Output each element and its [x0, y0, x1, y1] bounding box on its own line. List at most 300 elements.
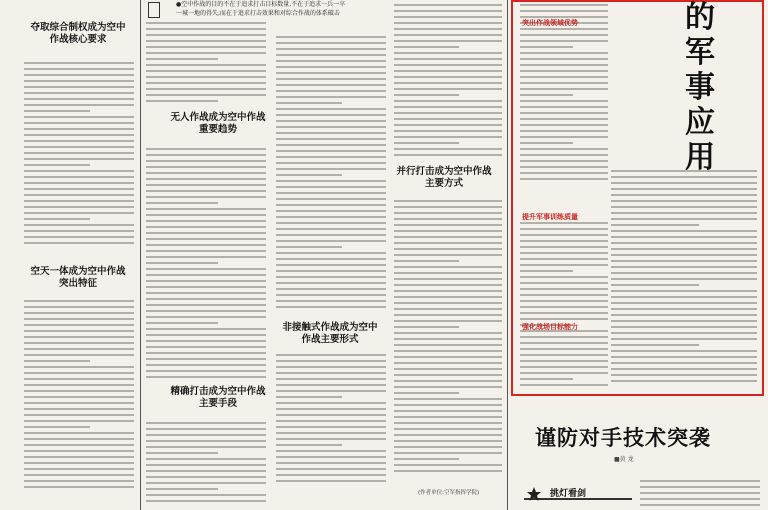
text-line	[276, 372, 386, 374]
text-line	[394, 242, 502, 244]
text-line	[146, 238, 266, 240]
text-line	[276, 156, 386, 158]
text-line	[276, 144, 386, 146]
text-line	[394, 374, 502, 376]
text-line	[146, 500, 266, 502]
text-line	[276, 408, 386, 410]
text-line	[146, 428, 266, 430]
text-line	[276, 432, 386, 434]
byline: ■黄 龙	[614, 456, 634, 463]
text-line	[276, 294, 386, 296]
text-line	[276, 78, 386, 80]
text-line	[146, 172, 266, 174]
text-line	[520, 28, 608, 30]
text-line	[24, 116, 134, 118]
text-line	[146, 268, 266, 270]
text-line	[146, 452, 218, 454]
text-line	[146, 328, 266, 330]
text-line	[520, 130, 608, 132]
text-line	[640, 504, 760, 506]
text-line	[394, 290, 502, 292]
text-line	[394, 64, 502, 66]
text-line	[394, 34, 502, 36]
text-line	[24, 396, 134, 398]
big-title: 的军事应用	[685, 0, 715, 175]
text-line	[146, 148, 266, 150]
text-line	[394, 130, 502, 132]
text-line	[24, 140, 134, 142]
text-line	[394, 248, 502, 250]
text-line	[520, 258, 608, 260]
text-line	[520, 94, 573, 96]
text-line	[520, 172, 608, 174]
text-line	[276, 138, 386, 140]
text-line	[276, 270, 386, 272]
text-line	[276, 198, 386, 200]
text-line	[276, 306, 386, 308]
text-line	[394, 148, 502, 150]
text-line	[276, 414, 386, 416]
text-line	[520, 372, 608, 374]
text-line	[394, 22, 502, 24]
text-line	[520, 222, 608, 224]
text-line	[146, 358, 266, 360]
text-line	[146, 440, 266, 442]
text-line	[520, 366, 608, 368]
text-line	[24, 86, 134, 88]
red-subhead-2: 提升军事训练质量	[522, 213, 578, 221]
text-line	[394, 326, 459, 328]
text-line	[276, 120, 386, 122]
text-line	[24, 170, 134, 172]
text-line	[276, 222, 386, 224]
text-line	[520, 82, 608, 84]
text-line	[520, 252, 608, 254]
text-line	[24, 402, 134, 404]
text-line	[394, 106, 502, 108]
text-line	[394, 278, 502, 280]
text-line	[394, 100, 502, 102]
text-line	[394, 206, 502, 208]
text-line	[276, 246, 342, 248]
text-line	[24, 134, 134, 136]
text-line	[24, 384, 134, 386]
text-column-3	[276, 0, 386, 510]
text-line	[146, 274, 266, 276]
text-line	[146, 340, 266, 342]
text-line	[24, 348, 134, 350]
text-line	[520, 106, 608, 108]
text-line	[24, 194, 134, 196]
text-line	[276, 282, 386, 284]
text-line	[520, 348, 608, 350]
text-line	[394, 52, 502, 54]
text-line	[394, 434, 502, 436]
text-line	[276, 390, 386, 392]
text-line	[394, 458, 459, 460]
text-line	[394, 356, 502, 358]
text-line	[276, 354, 386, 356]
text-line	[520, 336, 608, 338]
text-line	[520, 234, 608, 236]
text-line	[276, 36, 386, 38]
text-line	[146, 446, 266, 448]
text-line	[146, 208, 266, 210]
text-line	[24, 354, 134, 356]
text-line	[276, 468, 386, 470]
text-line	[146, 214, 266, 216]
text-line	[394, 136, 502, 138]
text-line	[276, 132, 386, 134]
text-line	[394, 124, 502, 126]
subheading-3: 并行打击成为空中作战主要方式	[396, 166, 492, 189]
text-line	[146, 58, 218, 60]
text-line	[146, 286, 266, 288]
text-line	[24, 432, 134, 434]
text-line	[394, 154, 502, 156]
text-line	[146, 160, 266, 162]
text-line	[146, 488, 218, 490]
text-line	[520, 312, 608, 314]
text-line	[394, 464, 502, 466]
text-line	[276, 402, 386, 404]
text-line	[276, 276, 386, 278]
text-line	[24, 212, 134, 214]
text-line	[24, 300, 134, 302]
text-line	[640, 486, 760, 488]
text-line	[394, 284, 502, 286]
text-line	[520, 112, 608, 114]
text-line	[146, 76, 266, 78]
text-line	[24, 62, 134, 64]
text-line	[276, 180, 386, 182]
text-line	[276, 174, 342, 176]
text-line	[520, 276, 608, 278]
lower-article-title: 谨防对手技术突袭	[535, 425, 711, 450]
red-subhead-1: 突出作战领域优势	[522, 19, 578, 27]
text-line	[394, 76, 502, 78]
text-line	[520, 342, 608, 344]
text-line	[276, 228, 386, 230]
text-line	[146, 22, 266, 24]
lower-text	[640, 0, 760, 510]
text-line	[394, 296, 502, 298]
text-line	[276, 474, 386, 476]
red-subhead-3: 强化战场目标能力	[522, 323, 578, 331]
text-line	[520, 282, 608, 284]
text-line	[276, 450, 386, 452]
text-column-1	[24, 0, 134, 510]
column-rule	[507, 0, 508, 510]
text-line	[394, 272, 502, 274]
text-line	[24, 68, 134, 70]
text-line	[394, 4, 502, 6]
subheading-4: 空天一体成为空中作战突出特征	[30, 266, 126, 289]
text-line	[146, 434, 266, 436]
text-line	[394, 10, 502, 12]
text-line	[24, 306, 134, 308]
text-line	[394, 350, 502, 352]
text-line	[24, 480, 134, 482]
text-line	[394, 428, 502, 430]
text-line	[276, 258, 386, 260]
text-line	[520, 288, 608, 290]
text-line	[276, 480, 386, 482]
text-line	[146, 304, 266, 306]
text-line	[24, 462, 134, 464]
text-line	[24, 74, 134, 76]
text-line	[146, 256, 266, 258]
text-line	[276, 360, 386, 362]
text-line	[394, 410, 502, 412]
author-credit: (作者单位:空军指挥学院)	[418, 490, 480, 496]
text-line	[276, 288, 386, 290]
text-line	[276, 396, 342, 398]
subheading-6: 精确打击成为空中作战主要手段	[170, 386, 266, 409]
text-line	[146, 422, 266, 424]
text-line	[146, 476, 266, 478]
text-line	[146, 262, 218, 264]
text-line	[520, 40, 608, 42]
text-line	[276, 210, 386, 212]
text-line	[394, 314, 502, 316]
text-line	[394, 398, 502, 400]
text-line	[146, 82, 266, 84]
text-line	[394, 94, 459, 96]
text-line	[146, 316, 266, 318]
text-line	[146, 464, 266, 466]
text-line	[276, 366, 386, 368]
text-line	[520, 294, 608, 296]
text-line	[520, 10, 608, 12]
text-line	[394, 230, 502, 232]
section-tag	[514, 484, 634, 504]
text-line	[520, 142, 573, 144]
text-line	[24, 218, 90, 220]
text-line	[24, 360, 90, 362]
text-line	[394, 70, 502, 72]
text-line	[276, 126, 386, 128]
text-line	[276, 456, 386, 458]
text-line	[24, 158, 134, 160]
text-line	[146, 292, 266, 294]
subheading-1: 夺取综合制权成为空中作战核心要求	[30, 22, 126, 45]
text-line	[24, 92, 134, 94]
text-line	[520, 154, 608, 156]
top-note: ●空中作战的目的不在于追求打击目标数量,不在于追求一兵一卒一城一地的得失,而在于追求打击效果和对综合作战的体系破击	[176, 1, 346, 17]
text-line	[146, 46, 266, 48]
text-line	[276, 84, 386, 86]
text-line	[394, 260, 459, 262]
text-line	[146, 470, 266, 472]
text-line	[394, 362, 502, 364]
text-line	[24, 122, 134, 124]
text-line	[24, 324, 134, 326]
star-icon	[526, 486, 542, 502]
text-line	[276, 420, 386, 422]
text-line	[146, 196, 266, 198]
text-line	[276, 72, 386, 74]
text-line	[520, 228, 608, 230]
text-line	[146, 70, 266, 72]
text-line	[520, 160, 608, 162]
text-line	[146, 334, 266, 336]
text-line	[24, 236, 134, 238]
column-rule	[140, 0, 141, 510]
text-line	[520, 318, 608, 320]
text-line	[276, 150, 386, 152]
text-line	[520, 178, 608, 180]
text-line	[146, 88, 266, 90]
text-line	[276, 66, 386, 68]
text-line	[394, 142, 459, 144]
text-line	[24, 390, 134, 392]
text-line	[394, 112, 502, 114]
text-line	[394, 118, 502, 120]
text-line	[276, 168, 386, 170]
text-line	[394, 386, 502, 388]
text-line	[394, 266, 502, 268]
text-line	[276, 48, 386, 50]
text-line	[146, 364, 266, 366]
text-line	[394, 302, 502, 304]
text-line	[394, 452, 502, 454]
text-line	[24, 456, 134, 458]
text-line	[394, 218, 502, 220]
text-line	[146, 202, 218, 204]
text-line	[394, 416, 502, 418]
text-line	[520, 264, 608, 266]
text-line	[24, 420, 134, 422]
text-line	[24, 330, 134, 332]
text-line	[520, 64, 608, 66]
text-line	[394, 440, 502, 442]
text-line	[394, 380, 502, 382]
text-line	[394, 254, 502, 256]
text-line	[394, 212, 502, 214]
text-line	[640, 480, 760, 482]
text-line	[520, 246, 608, 248]
text-line	[24, 342, 134, 344]
text-line	[520, 384, 608, 386]
text-line	[24, 366, 134, 368]
text-line	[394, 88, 502, 90]
text-line	[394, 46, 459, 48]
subheading-2: 无人作战成为空中作战重要趋势	[170, 112, 266, 135]
text-line	[24, 408, 134, 410]
text-line	[520, 100, 608, 102]
text-line	[24, 372, 134, 374]
text-line	[276, 438, 386, 440]
text-line	[24, 206, 134, 208]
text-column-2	[146, 0, 266, 510]
text-line	[394, 338, 502, 340]
text-line	[276, 108, 386, 110]
text-line	[520, 52, 608, 54]
text-line	[520, 124, 608, 126]
text-line	[146, 494, 266, 496]
text-line	[394, 224, 502, 226]
text-line	[276, 378, 386, 380]
text-line	[520, 4, 608, 6]
text-line	[520, 148, 608, 150]
text-line	[394, 344, 502, 346]
text-line	[394, 470, 502, 472]
text-line	[24, 200, 134, 202]
text-line	[276, 54, 386, 56]
text-line	[146, 250, 266, 252]
text-line	[146, 376, 266, 378]
text-line	[146, 28, 266, 30]
text-line	[520, 270, 573, 272]
text-line	[146, 352, 266, 354]
text-line	[394, 16, 502, 18]
text-line	[146, 370, 266, 372]
text-line	[24, 468, 134, 470]
text-line	[520, 360, 608, 362]
text-line	[276, 42, 386, 44]
text-line	[24, 318, 134, 320]
text-line	[276, 204, 386, 206]
text-line	[394, 446, 502, 448]
text-line	[640, 498, 760, 500]
text-line	[276, 90, 386, 92]
text-line	[276, 462, 386, 464]
text-line	[24, 426, 90, 428]
text-line	[276, 114, 386, 116]
text-line	[24, 312, 134, 314]
text-line	[146, 94, 266, 96]
text-line	[24, 486, 134, 488]
text-line	[394, 320, 502, 322]
text-line	[276, 102, 342, 104]
text-line	[394, 308, 502, 310]
section-tag-label: 挑灯看剑	[550, 489, 587, 499]
text-line	[276, 162, 386, 164]
text-line	[640, 492, 760, 494]
text-line	[276, 186, 386, 188]
text-line	[276, 234, 386, 236]
text-line	[24, 474, 134, 476]
text-line	[394, 368, 502, 370]
text-line	[146, 220, 266, 222]
text-line	[24, 152, 134, 154]
text-line	[24, 224, 134, 226]
text-line	[146, 166, 266, 168]
text-line	[520, 34, 608, 36]
text-line	[276, 240, 386, 242]
text-line	[146, 226, 266, 228]
text-line	[394, 28, 502, 30]
text-line	[24, 80, 134, 82]
text-line	[276, 192, 386, 194]
text-line	[520, 70, 608, 72]
text-line	[146, 232, 266, 234]
text-line	[24, 242, 134, 244]
text-line	[146, 346, 266, 348]
text-line	[24, 230, 134, 232]
text-line	[146, 310, 266, 312]
text-line	[276, 60, 386, 62]
text-line	[520, 46, 573, 48]
text-line	[146, 40, 266, 42]
text-line	[146, 482, 266, 484]
text-line	[24, 146, 134, 148]
text-line	[520, 354, 608, 356]
text-line	[276, 426, 386, 428]
text-line	[394, 392, 459, 394]
text-line	[276, 252, 386, 254]
